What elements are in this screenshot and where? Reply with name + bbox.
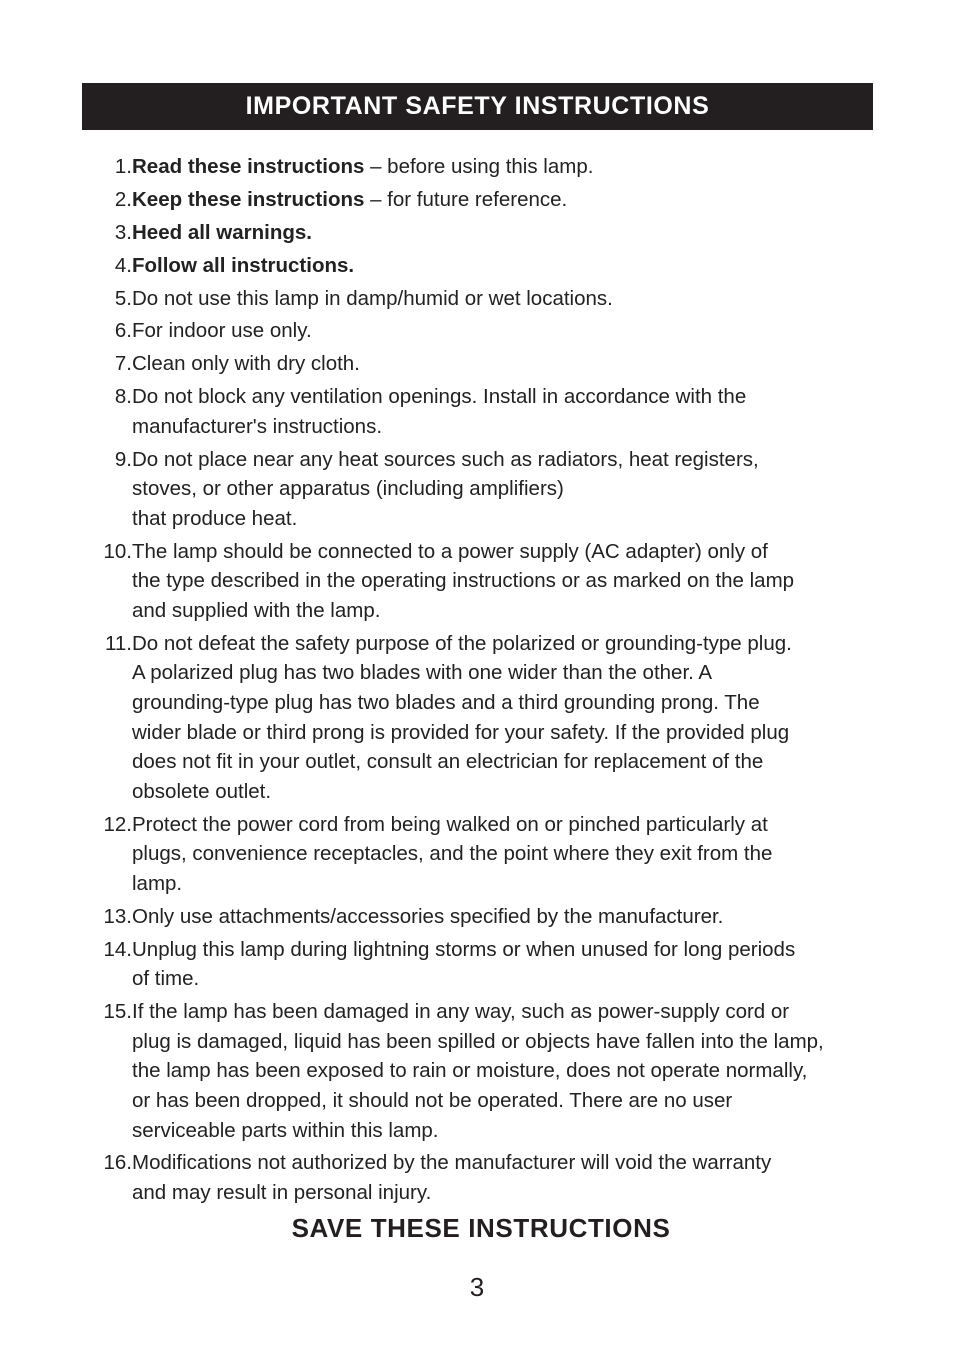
item-text: Protect the power cord from being walked on or pinched particularly at plugs, convenience receptacles, and the point where they exit from the lamp.	[132, 812, 773, 895]
item-number: 6.	[114, 319, 132, 343]
list-item	[82, 1148, 882, 1207]
item-number: 1.	[114, 155, 132, 178]
list-item	[82, 629, 882, 807]
item-number: 12.	[103, 812, 132, 836]
item-text: Clean only with dry cloth.	[132, 352, 360, 376]
item-number: 15.	[103, 1000, 132, 1024]
page-number: 3	[469, 1272, 485, 1302]
item-number: 2.	[114, 187, 132, 211]
item-number: 5.	[114, 286, 132, 310]
list-item	[82, 152, 882, 182]
list-item	[82, 935, 882, 994]
item-text: Modifications not authorized by the manufacturer will void the warranty and may result in personal injury.	[132, 1151, 772, 1205]
list-item	[82, 218, 882, 248]
item-number: 7.	[114, 352, 132, 376]
item-text: Do not use this lamp in damp/humid or wet locations.	[132, 286, 613, 310]
item-text: – before using this lamp.	[364, 155, 594, 178]
item-number: 8.	[114, 385, 132, 409]
list-item	[82, 316, 882, 346]
item-text: If the lamp has been damaged in any way, such as power-supply cord or plug is damaged, liquid has been spilled or objects have fallen into the lamp, the lamp has been exposed to rain or moisture, does not operate normally, or has been dropped, it should not be operated. There are no user serviceable parts within this lamp.	[132, 1000, 824, 1142]
list-item	[82, 349, 882, 379]
list-item	[82, 284, 882, 314]
item-text: For indoor use only.	[132, 319, 312, 343]
item-number: 13.	[103, 904, 132, 928]
item-number: 11.	[105, 631, 132, 655]
list-item	[82, 537, 882, 626]
list-item	[82, 251, 882, 281]
save-instructions-title: SAVE THESE INSTRUCTIONS	[291, 1213, 671, 1243]
list-item	[82, 810, 882, 899]
item-number: 10.	[103, 539, 132, 563]
item-bold-text: Read these instructions	[132, 155, 365, 178]
item-text: – for future reference.	[364, 187, 568, 211]
item-text: Unplug this lamp during lightning storms or when unused for long periods of time.	[132, 937, 796, 991]
item-bold-text: Keep these instructions	[132, 187, 365, 211]
item-text: Do not defeat the safety purpose of the polarized or grounding-type plug. A polarized plug has two blades with one wider than the other. A grounding-type plug has two blades and a third grounding prong. The wider blade or third prong is provided for your safety. If the provided plug does not fit in your outlet, consult an electrician for replacement of the obsolete outlet.	[132, 631, 792, 803]
item-number: 16.	[103, 1151, 132, 1175]
item-text: Do not block any ventilation openings. Install in accordance with the manufacturer's instructions.	[132, 385, 747, 438]
item-number: 14.	[103, 937, 132, 961]
section-title: IMPORTANT SAFETY INSTRUCTIONS	[245, 92, 710, 120]
item-bold-text: Heed all warnings.	[132, 220, 312, 244]
instructions-list	[82, 152, 882, 1211]
list-item	[82, 445, 882, 534]
item-number: 4.	[114, 253, 132, 277]
item-number: 3.	[114, 220, 132, 244]
list-item	[82, 997, 882, 1145]
item-number: 9.	[114, 447, 132, 471]
list-item	[82, 902, 882, 932]
item-text: Do not place near any heat sources such as radiators, heat registers, stoves, or other apparatus (including amplifiers) that produce heat.	[132, 447, 759, 530]
item-bold-text: Follow all instructions.	[132, 253, 355, 277]
item-text: Only use attachments/accessories specified by the manufacturer.	[132, 904, 724, 928]
item-text: The lamp should be connected to a power supply (AC adapter) only of the type described in the operating instructions or as marked on the lamp and supplied with the lamp.	[132, 539, 795, 622]
section-header	[82, 83, 873, 130]
list-item	[82, 382, 882, 441]
list-item	[82, 185, 882, 215]
